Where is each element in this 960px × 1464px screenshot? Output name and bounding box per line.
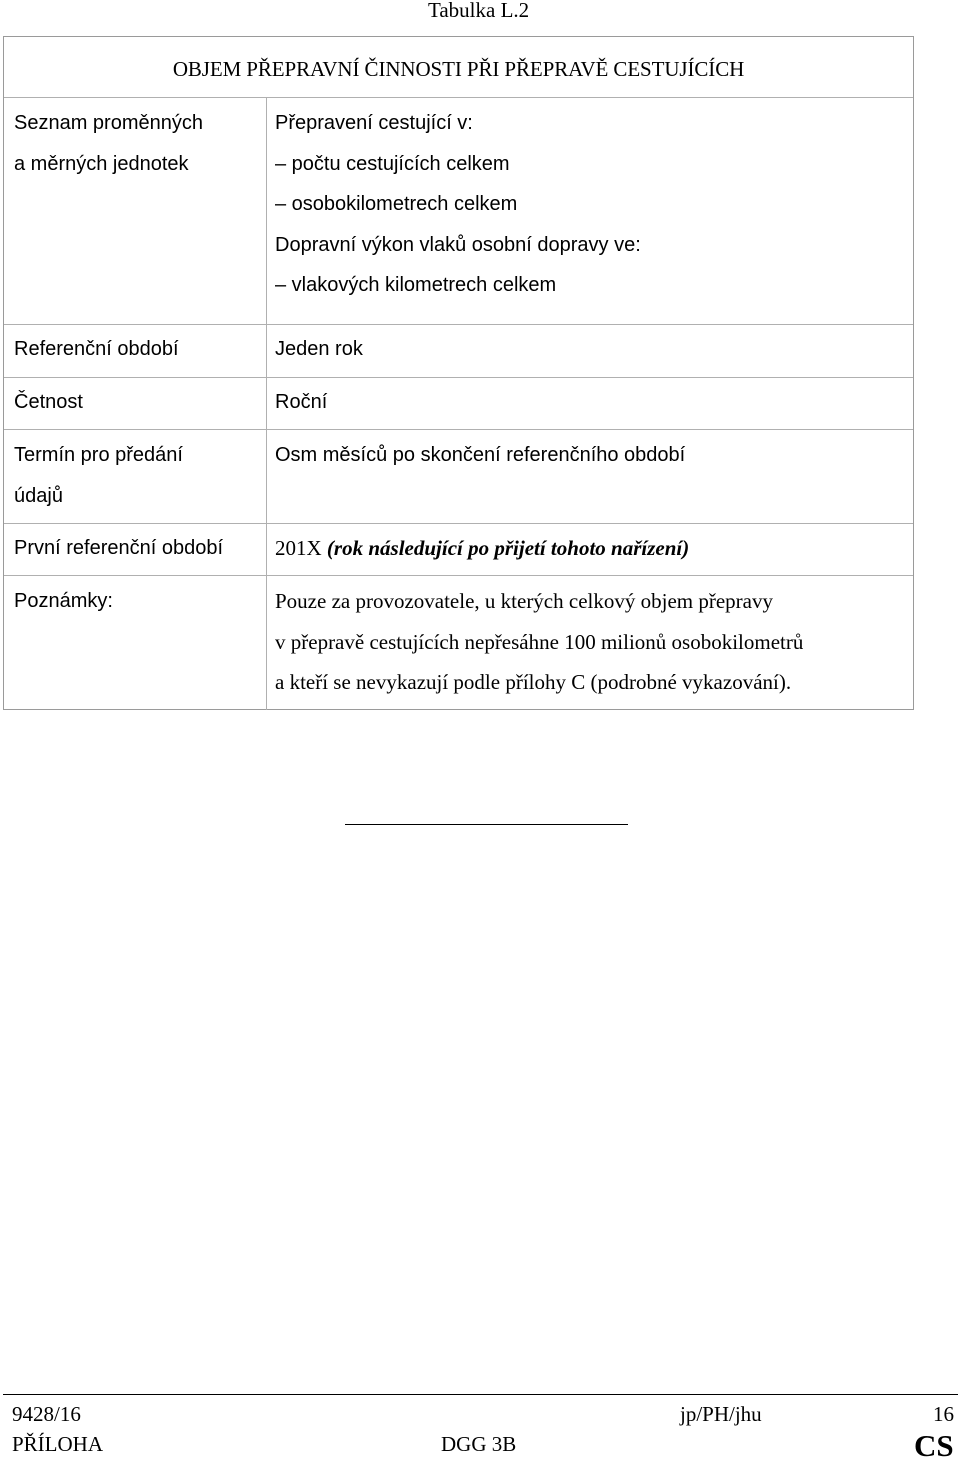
row-divider [4,575,913,576]
deadline-label [14,435,183,516]
notes-value-line: a kteří se nevykazují podle přílohy C (podrobné vykazování). [275,670,792,694]
variables-value-line: Dopravní výkon vlaků osobní dopravy ve: [275,233,641,256]
data-table [3,36,914,710]
row-divider [4,324,913,325]
footer-author-code: jp/PH/jhu [680,1402,762,1426]
variables-value-line: Přepravení cestující v: [275,112,473,134]
variables-value [275,103,641,306]
variables-value-line: – počtu cestujících celkem [275,152,510,175]
row-divider [4,429,913,430]
deadline-label-line: údajů [14,484,63,507]
reference-period-value: Jeden rok [275,338,363,360]
notes-value-line: Pouze za provozovatele, u kterých celkový objem přepravy [275,589,773,613]
first-period-note: (rok následující po přijetí tohoto nařízení) [326,536,690,560]
frequency-label: Četnost [14,391,83,413]
footer-unit: DGG 3B [441,1432,517,1456]
first-period-label: První referenční období [14,537,224,559]
variables-value-line: – osobokilometrech celkem [275,193,518,215]
row-divider [4,377,913,378]
variables-label [14,103,203,184]
footer-language: CS [914,1428,954,1463]
variables-label-line: Seznam proměnných [14,112,203,134]
deadline-value: Osm měsíců po skončení referenčního období [275,444,686,466]
end-separator [345,824,628,825]
notes-value [275,581,803,703]
footer-annex: PŘÍLOHA [12,1432,104,1456]
first-period-year: 201X [275,536,327,560]
table-title: OBJEM PŘEPRAVNÍ ČINNOSTI PŘI PŘEPRAVĚ CESTUJÍCÍCH [172,57,745,81]
notes-value-line: v přepravě cestujících nepřesáhne 100 milionů osobokilometrů [275,629,804,654]
footer-rule [3,1394,958,1395]
first-period-value [275,528,689,569]
reference-period-label: Referenční období [14,338,179,360]
notes-label: Poznámky: [14,590,113,612]
footer-doc-number: 9428/16 [12,1402,81,1426]
row-divider [4,97,913,98]
frequency-value: Roční [275,391,328,413]
variables-label-line: a měrných jednotek [14,152,189,175]
variables-value-line: – vlakových kilometrech celkem [275,274,557,296]
row-divider [4,523,913,524]
deadline-label-line: Termín pro předání [14,444,183,466]
column-divider [266,97,267,710]
table-label: Tabulka L.2 [428,0,530,22]
footer-page-number: 16 [933,1402,954,1426]
